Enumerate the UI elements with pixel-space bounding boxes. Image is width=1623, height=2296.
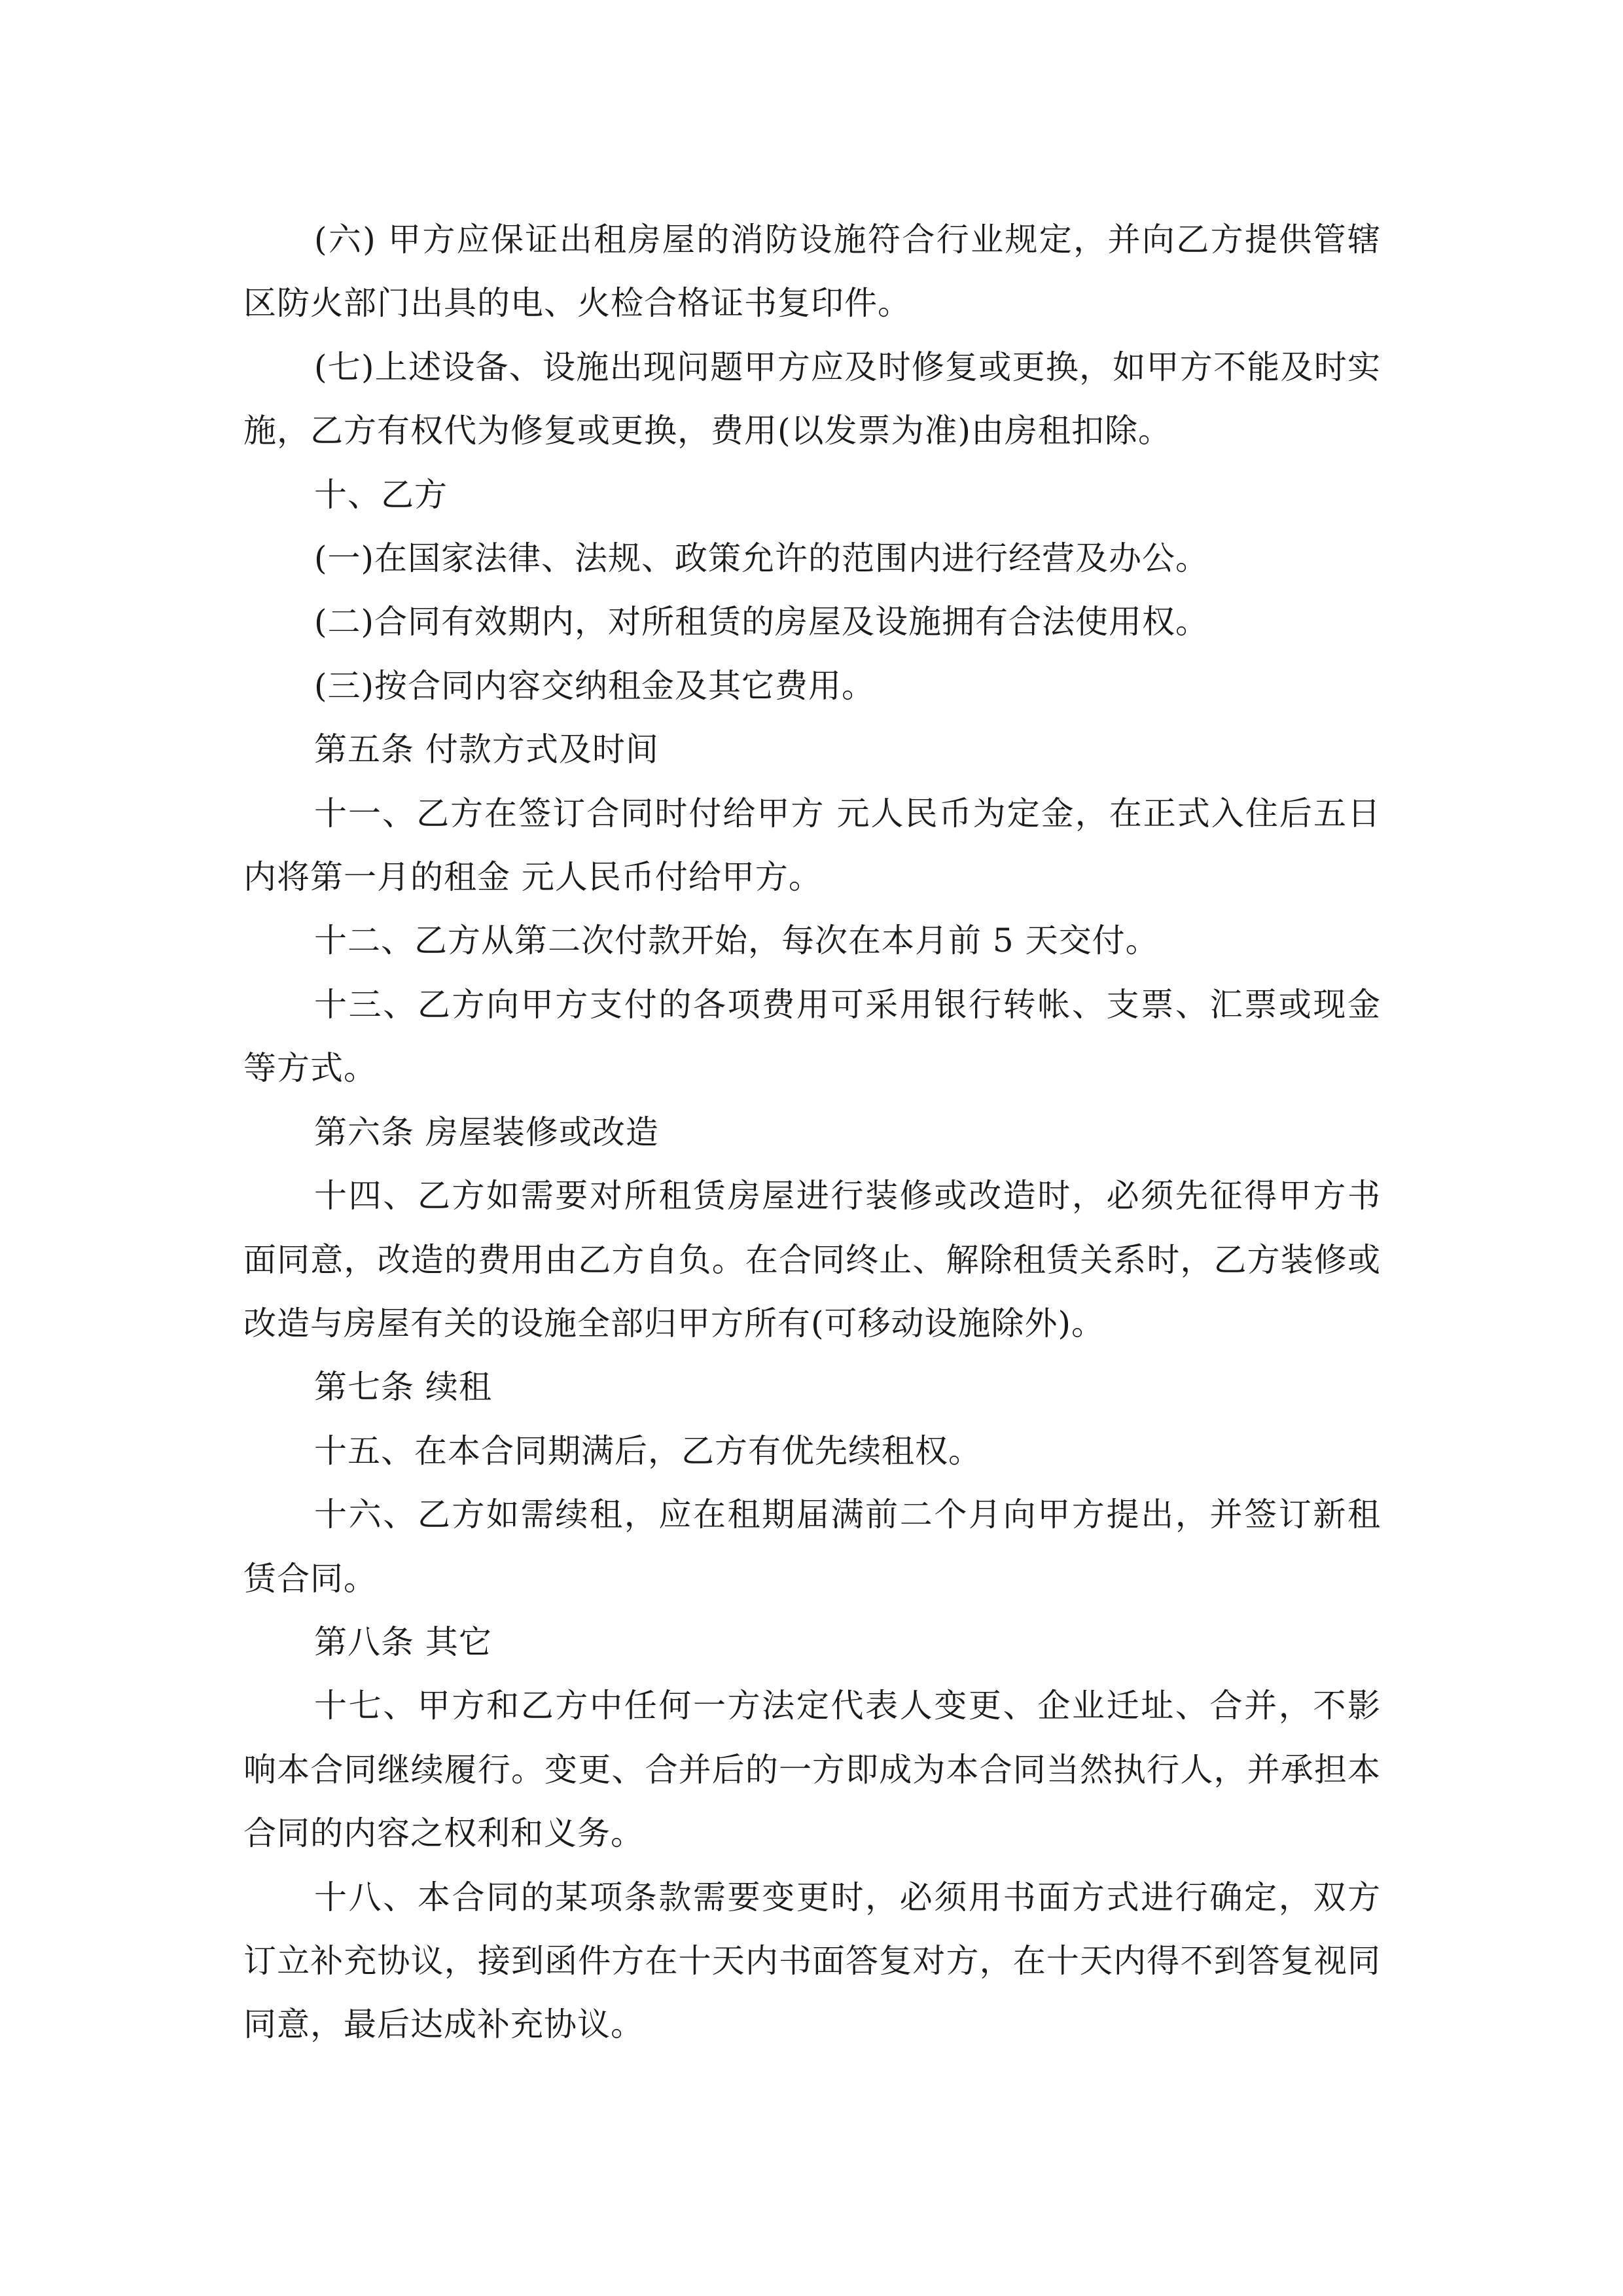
clause-16: 十六、乙方如需续租，应在租期届满前二个月向甲方提出，并签订新租赁合同。 [243, 1496, 1381, 1598]
section-10-heading: 十、乙方 [314, 475, 448, 514]
clause-13: 十三、乙方向甲方支付的各项费用可采用银行转帐、支票、汇票或现金等方式。 [243, 985, 1381, 1088]
clause-17: 十七、甲方和乙方中任何一方法定代表人变更、企业迁址、合并，不影响本合同继续履行。变更、合并后的一方即成为本合同当然执行人，并承担本合同的内容之权利和义务。 [243, 1687, 1381, 1853]
article-8-heading: 第八条 其它 [314, 1623, 492, 1661]
article-5-heading: 第五条 付款方式及时间 [314, 730, 659, 769]
clause-10-1: (一)在国家法律、法规、政策允许的范围内进行经营及办公。 [314, 539, 1209, 578]
clause-6-fire-safety: (六) 甲方应保证出租房屋的消防设施符合行业规定，并向乙方提供管辖区防火部门出具的电、火检合格证书复印件。 [243, 221, 1381, 323]
clause-7-repair: (七)上述设备、设施出现问题甲方应及时修复或更换，如甲方不能及时实施，乙方有权代为修复或更换，费用(以发票为准)由房租扣除。 [243, 348, 1381, 450]
clause-18: 十八、本合同的某项条款需要变更时，必须用书面方式进行确定，双方订立补充协议，接到函件方在十天内书面答复对方，在十天内得不到答复视同同意，最后达成补充协议。 [243, 1878, 1381, 2044]
clause-14: 十四、乙方如需要对所租赁房屋进行装修或改造时，必须先征得甲方书面同意，改造的费用由乙方自负。在合同终止、解除租赁关系时，乙方装修或改造与房屋有关的设施全部归甲方所有(可移动设施除外)。 [243, 1177, 1381, 1342]
article-7-heading: 第七条 续租 [314, 1368, 492, 1407]
document-body [243, 208, 1381, 2057]
clause-12: 十二、乙方从第二次付款开始，每次在本月前 5 天交付。 [314, 922, 1159, 960]
clause-11: 十一、乙方在签订合同时付给甲方 元人民币为定金，在正式入住后五日内将第一月的租金 元人民币付给甲方。 [243, 794, 1381, 897]
article-6-heading: 第六条 房屋装修或改造 [314, 1113, 659, 1151]
clause-10-3: (三)按合同内容交纳租金及其它费用。 [314, 666, 876, 705]
clause-15: 十五、在本合同期满后，乙方有优先续租权。 [314, 1431, 982, 1470]
clause-10-2: (二)合同有效期内，对所租赁的房屋及设施拥有合法使用权。 [314, 603, 1209, 641]
